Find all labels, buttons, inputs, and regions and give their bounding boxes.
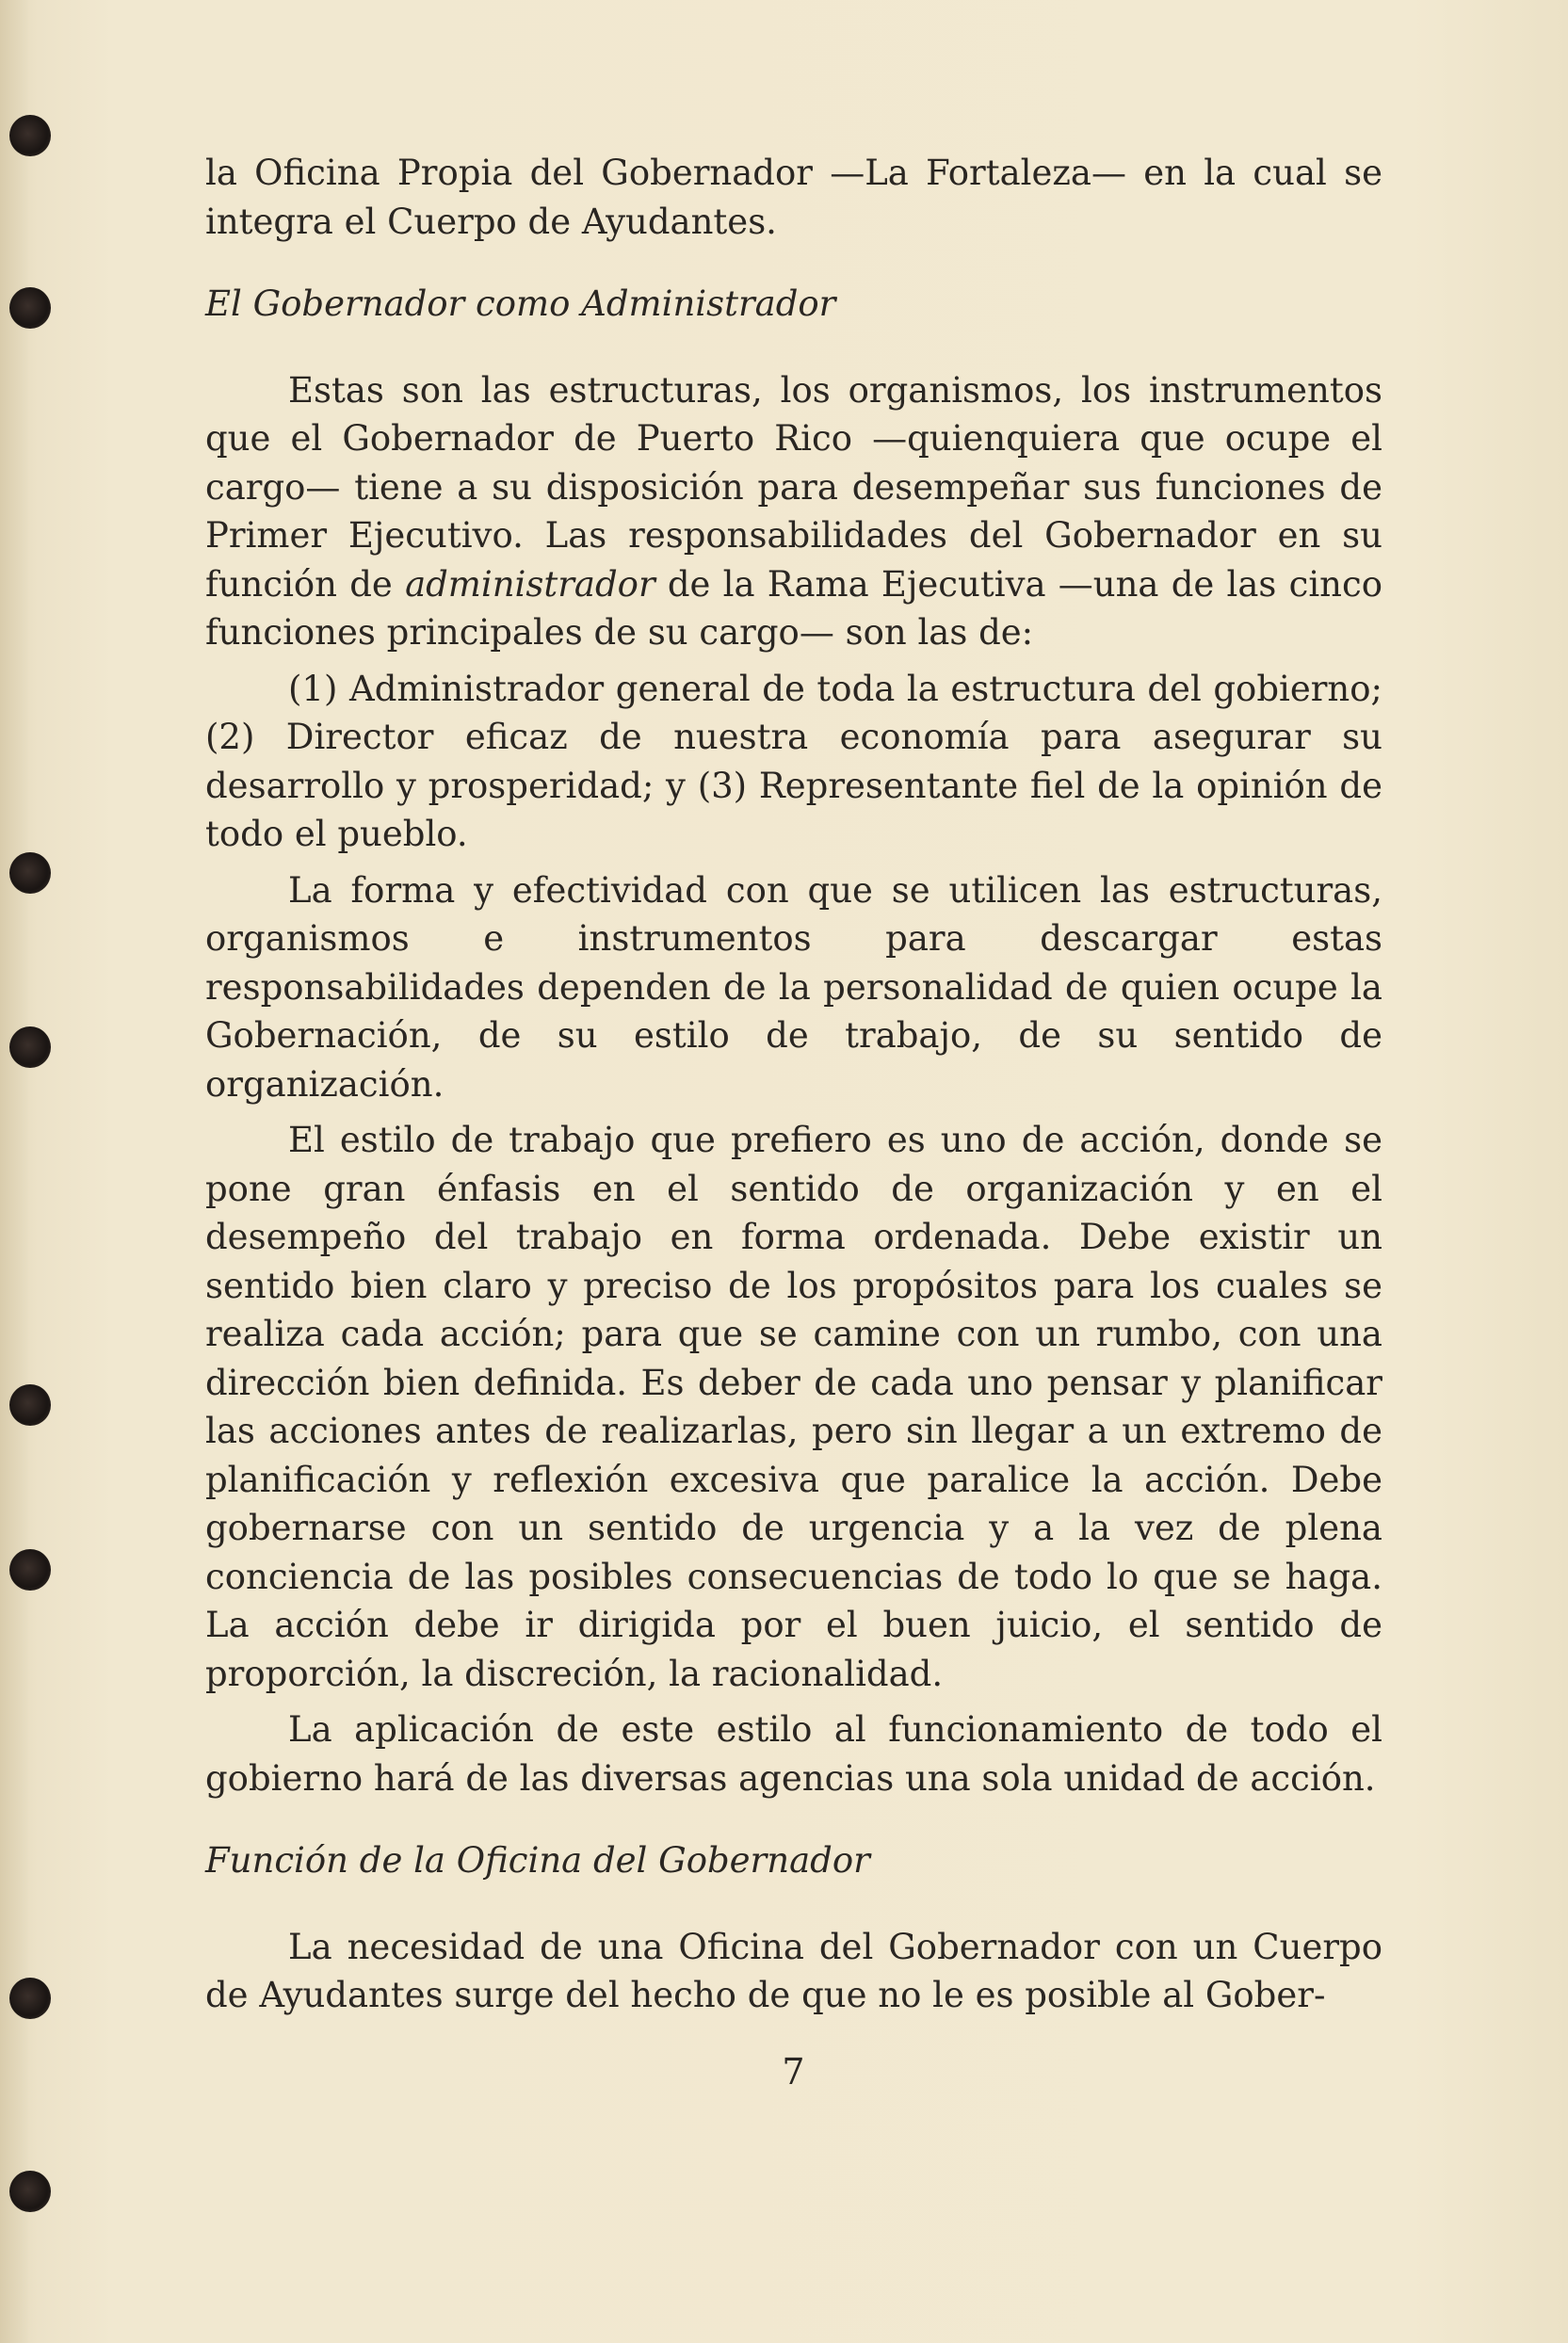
- punch-hole: [9, 1384, 51, 1426]
- paragraph: La aplicación de este estilo al funcionamiento de todo el gobierno hará de las diversas agencias una sola unidad de acción.: [205, 1709, 1382, 1799]
- paragraph: (1) Administrador general de toda la estructura del gobierno; (2) Director eficaz de nuestra economía para asegurar su desarrollo y prosperidad; y (3) Representante fiel de la opinión de todo el pueblo.: [205, 668, 1382, 854]
- punch-hole: [9, 1978, 51, 2019]
- emphasis-administrador: administrador: [405, 563, 655, 605]
- punch-hole: [9, 1549, 51, 1591]
- paragraph: El estilo de trabajo que prefiero es uno de acción, donde se pone gran énfasis en el sentido de organización y en el desempeño del trabajo en forma ordenada. Debe existir un sentido bien claro y preciso de los propósitos para los cuales se realiza cada acción; para que se camine con un rumbo, con una dirección bien definida. Es deber de cada uno pensar y planificar las acciones antes de realizarlas, pero sin llegar a un extremo de planificación y reflexión excesiva que paralice la acción. Debe gobernarse con un sentido de urgencia y a la vez de plena conciencia de las posibles consecuencias de todo lo que se haga. La acción debe ir dirigida por el buen juicio, el sentido de proporción, la discreción, la racionalidad.: [205, 1120, 1382, 1694]
- punch-hole: [9, 852, 51, 894]
- paragraph: La necesidad de una Oficina del Gobernador con un Cuerpo de Ayudantes surge del hecho de que no le es posible al Gober-: [205, 1926, 1382, 2015]
- punch-hole: [9, 2171, 51, 2212]
- section-heading-funcion-oficina: Función de la Oficina del Gobernador: [205, 1840, 870, 1881]
- punch-hole: [9, 1026, 51, 1068]
- punch-hole: [9, 287, 51, 329]
- paragraph: Estas son las estructuras, los organismos, los instrumentos que el Gobernador de Puerto Rico —quienquiera que ocupe el cargo— tiene a su disposición para desempeñar sus funciones de Primer Ejecutivo. Las responsabilidades del Gobernador en su función de administrador de la Rama Ejecutiva —una de las cinco funciones principales de su cargo— son las de:: [205, 369, 1382, 653]
- section-heading-administrador: El Gobernador como Administrador: [205, 283, 836, 324]
- punch-hole: [9, 115, 51, 156]
- page-number: 7: [782, 2051, 805, 2093]
- body-text: [205, 149, 1382, 2020]
- paragraph-continuation: la Oficina Propia del Gobernador —La Fortaleza— en la cual se integra el Cuerpo de Ayudantes.: [205, 153, 1382, 242]
- paragraph: La forma y efectividad con que se utilicen las estructuras, organismos e instrumentos para descargar estas responsabilidades dependen de la personalidad de quien ocupe la Gobernación, de su estilo de trabajo, de su sentido de organización.: [205, 869, 1382, 1105]
